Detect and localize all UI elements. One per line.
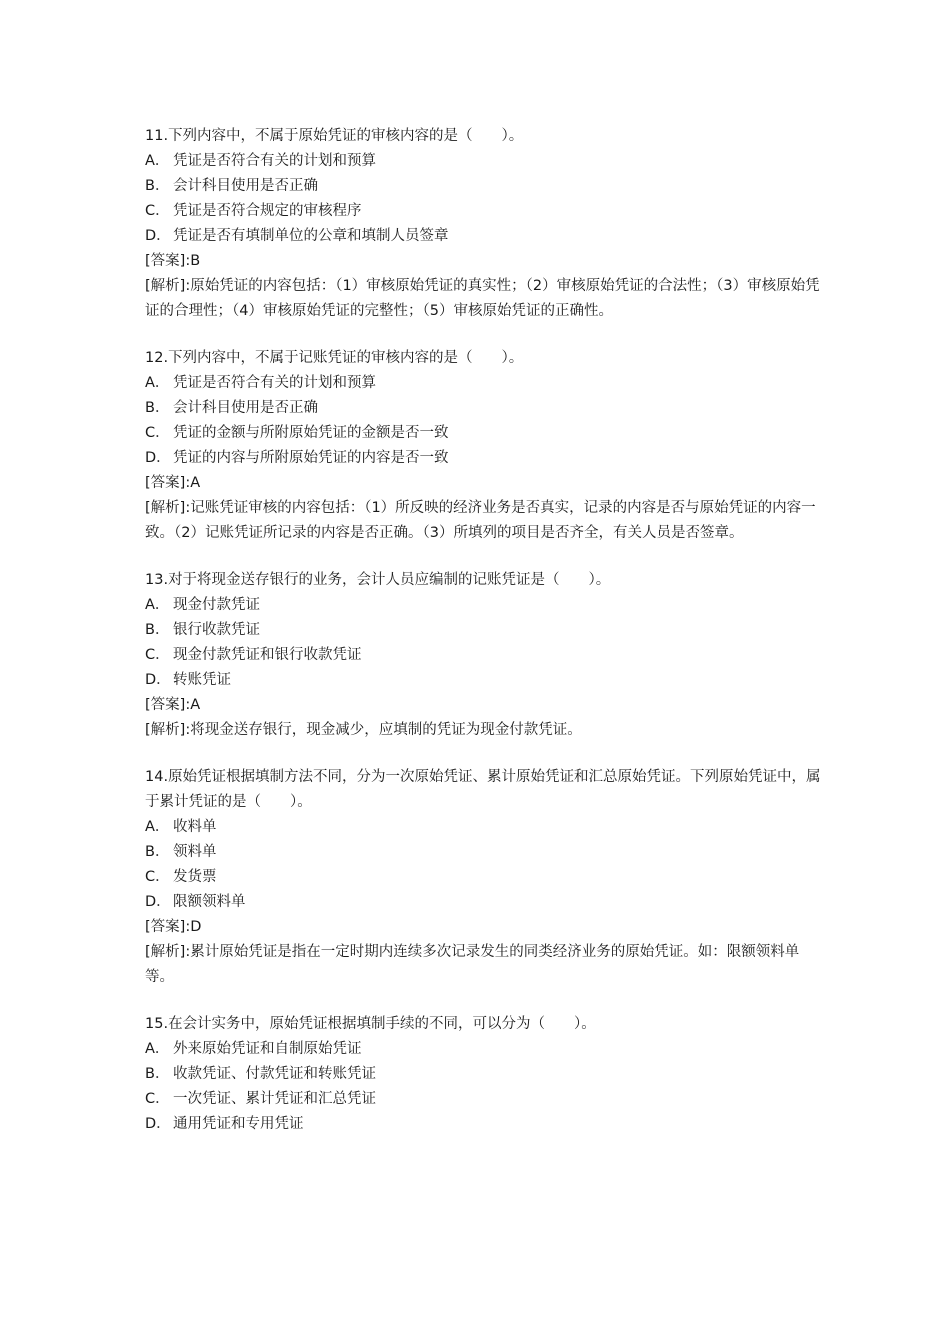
option-label: A． [145,153,170,169]
option-a [145,371,825,396]
option-label: A． [145,597,170,613]
answer: [答案]:D [145,919,202,935]
option-text: 一次凭证、累计凭证和汇总凭证 [173,1091,376,1107]
option-text: 发货票 [173,869,217,885]
option-label: D． [145,894,171,910]
option-a [145,593,825,618]
question-stem [145,1012,825,1037]
question-stem [145,765,825,815]
option-label: C． [145,869,170,885]
question-13 [145,568,825,743]
option-text: 凭证是否符合有关的计划和预算 [173,375,376,391]
option-text: 限额领料单 [173,894,246,910]
option-text: 会计科目使用是否正确 [173,400,318,416]
option-text: 通用凭证和专用凭证 [173,1116,304,1132]
option-label: B． [145,1066,170,1082]
option-d [145,446,825,471]
option-text: 凭证是否符合有关的计划和预算 [173,153,376,169]
option-c [145,199,825,224]
option-d [145,224,825,249]
question-stem [145,346,825,371]
option-b [145,396,825,421]
option-c [145,421,825,446]
option-d [145,890,825,915]
option-a [145,149,825,174]
question-text: 下列内容中，不属于记账凭证的审核内容的是（ ）。 [168,350,524,366]
option-text: 收料单 [173,819,217,835]
option-text: 凭证是否有填制单位的公章和填制人员签章 [173,228,449,244]
option-b [145,1062,825,1087]
answer: [答案]:A [145,697,201,713]
option-text: 银行收款凭证 [173,622,260,638]
analysis: [解析]:累计原始凭证是指在一定时期内连续多次记录发生的同类经济业务的原始凭证。如：限额领料单等。 [145,944,800,985]
option-label: C． [145,647,170,663]
option-text: 会计科目使用是否正确 [173,178,318,194]
question-11 [145,124,825,324]
option-text: 凭证是否符合规定的审核程序 [173,203,362,219]
analysis: [解析]:原始凭证的内容包括：（1）审核原始凭证的真实性；（2）审核原始凭证的合法性；（3）审核原始凭证的合理性；（4）审核原始凭证的完整性；（5）审核原始凭证的正确性。 [145,278,820,319]
question-text: 对于将现金送存银行的业务，会计人员应编制的记账凭证是（ ）。 [168,572,611,588]
answer: [答案]:B [145,253,201,269]
option-label: A． [145,819,170,835]
option-text: 现金付款凭证和银行收款凭证 [173,647,362,663]
question-number: 14. [145,769,169,785]
option-c [145,865,825,890]
option-label: D． [145,672,171,688]
option-b [145,840,825,865]
option-label: C． [145,425,170,441]
option-c [145,1087,825,1112]
question-text: 原始凭证根据填制方法不同，分为一次原始凭证、累计原始凭证和汇总原始凭证。下列原始凭证中，属于累计凭证的是（ ）。 [145,769,821,810]
option-d [145,1112,825,1137]
option-text: 凭证的金额与所附原始凭证的金额是否一致 [173,425,449,441]
option-text: 领料单 [173,844,217,860]
option-label: B． [145,844,170,860]
option-label: B． [145,622,170,638]
question-number: 15. [145,1016,169,1032]
option-text: 转账凭证 [173,672,231,688]
analysis: [解析]:将现金送存银行，现金减少，应填制的凭证为现金付款凭证。 [145,722,582,738]
option-a [145,1037,825,1062]
question-14 [145,765,825,990]
option-b [145,618,825,643]
question-15 [145,1012,825,1137]
option-d [145,668,825,693]
analysis: [解析]:记账凭证审核的内容包括：（1）所反映的经济业务是否真实，记录的内容是否与原始凭证的内容一致。（2）记账凭证所记录的内容是否正确。（3）所填列的项目是否齐全，有关人员是否签章。 [145,500,816,541]
option-label: B． [145,400,170,416]
question-text: 下列内容中，不属于原始凭证的审核内容的是（ ）。 [168,128,524,144]
document-page [145,124,825,1159]
option-a [145,815,825,840]
option-label: C． [145,203,170,219]
option-label: D． [145,1116,171,1132]
question-number: 11. [145,128,169,144]
question-12 [145,346,825,546]
option-text: 外来原始凭证和自制原始凭证 [173,1041,362,1057]
option-text: 凭证的内容与所附原始凭证的内容是否一致 [173,450,449,466]
question-number: 13. [145,572,169,588]
option-label: A． [145,1041,170,1057]
question-stem [145,124,825,149]
option-label: D． [145,228,171,244]
option-label: D． [145,450,171,466]
option-text: 现金付款凭证 [173,597,260,613]
option-c [145,643,825,668]
option-text: 收款凭证、付款凭证和转账凭证 [173,1066,376,1082]
option-label: B． [145,178,170,194]
answer: [答案]:A [145,475,201,491]
option-b [145,174,825,199]
question-number: 12. [145,350,169,366]
question-text: 在会计实务中，原始凭证根据填制手续的不同，可以分为（ ）。 [168,1016,596,1032]
question-stem [145,568,825,593]
option-label: A． [145,375,170,391]
option-label: C． [145,1091,170,1107]
